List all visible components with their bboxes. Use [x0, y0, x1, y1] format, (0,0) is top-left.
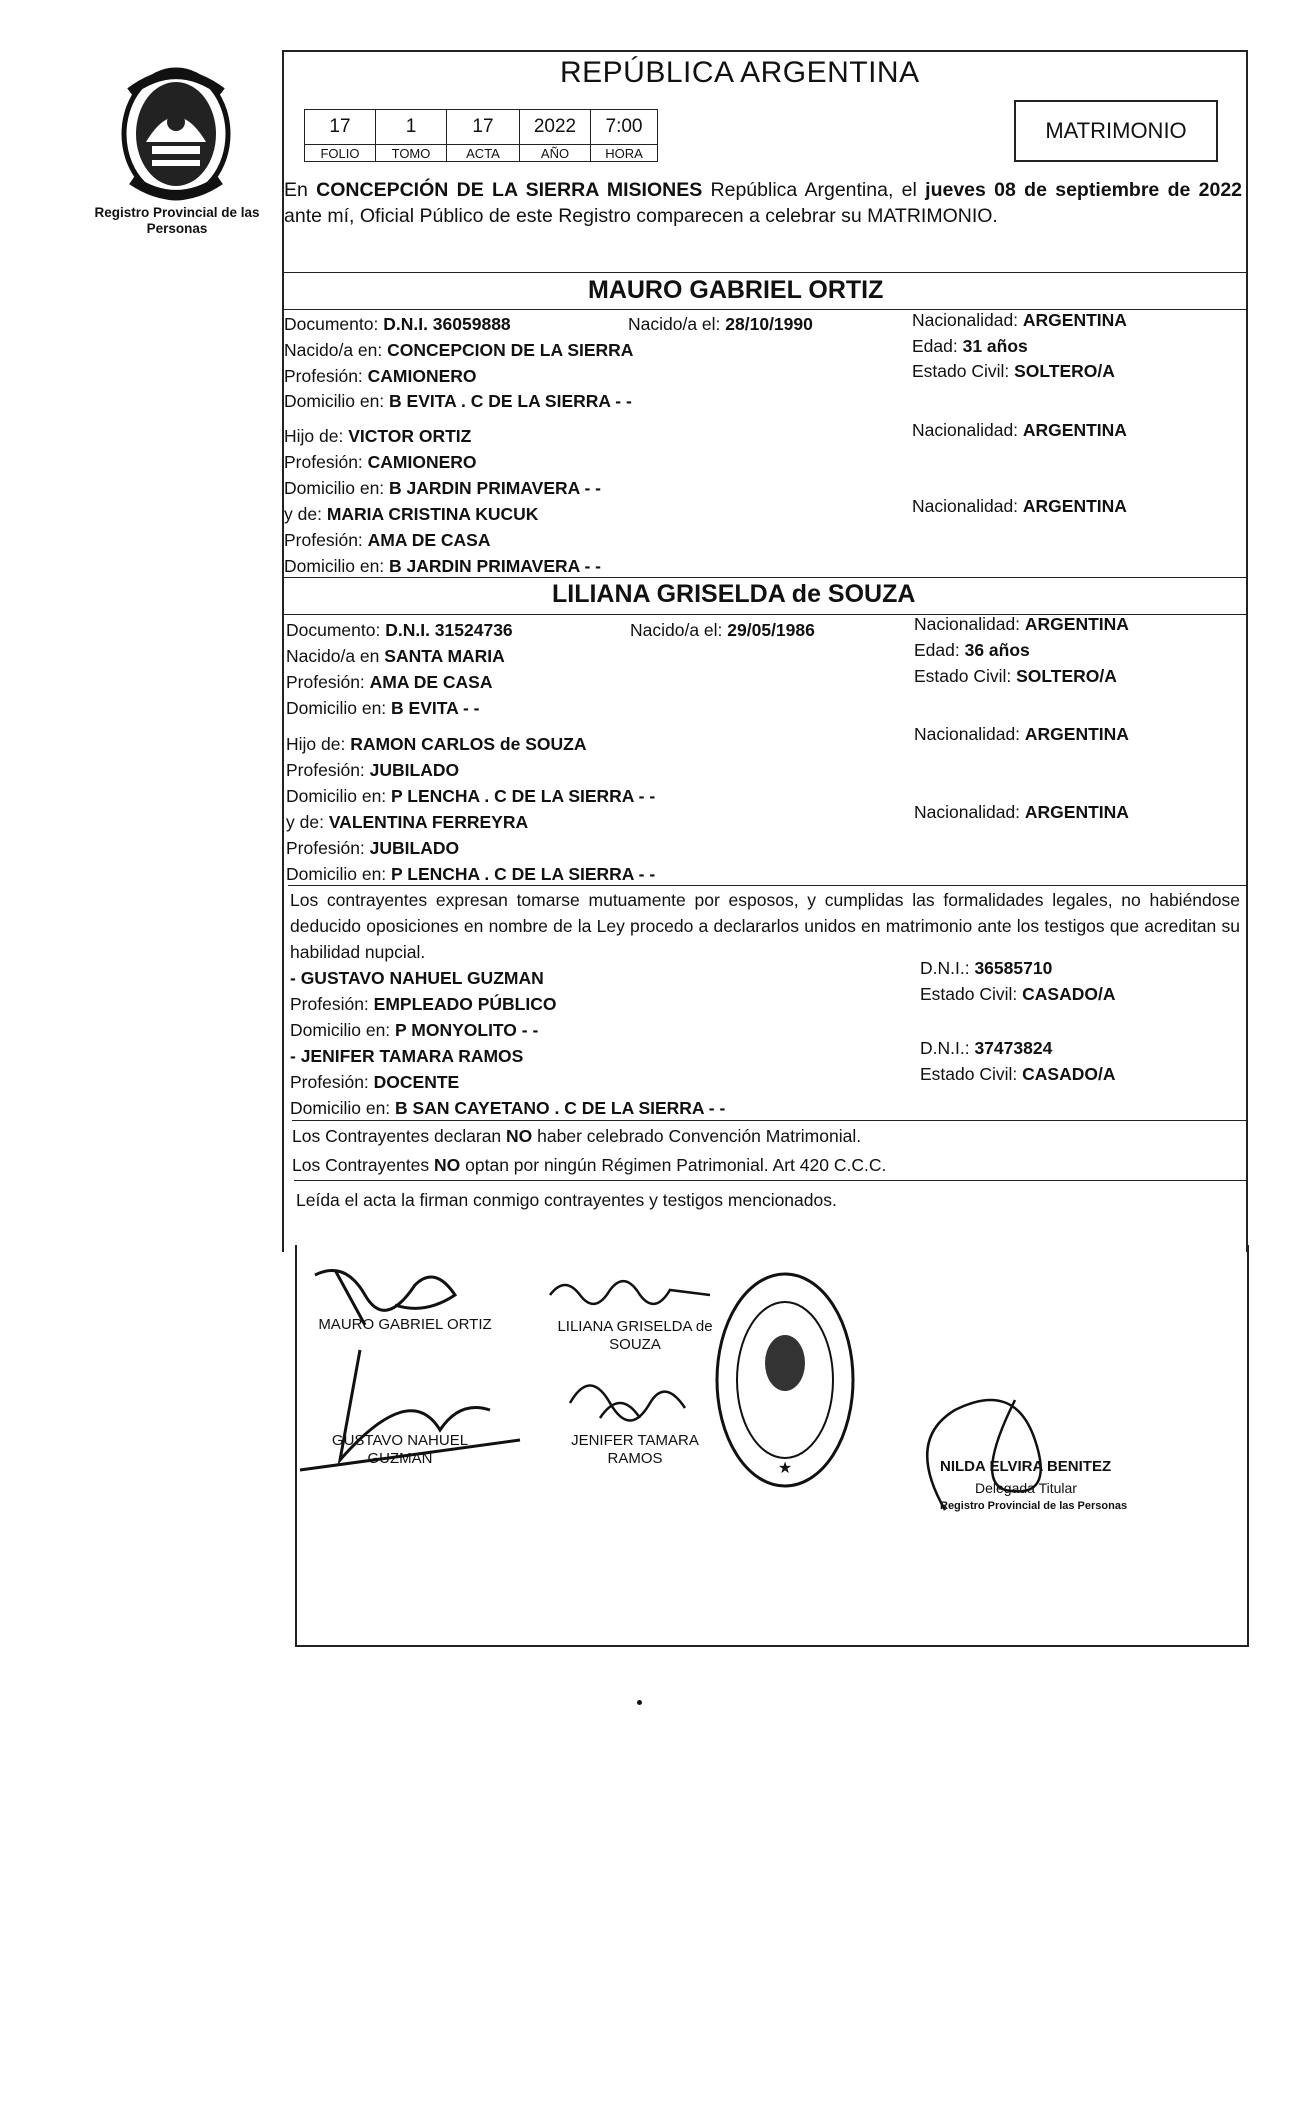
divider [294, 1180, 1246, 1181]
spouse1-nacido-el: Nacido/a el: 28/10/1990 [628, 314, 813, 334]
intro-date: jueves 08 de septiembre de 2022 [925, 179, 1243, 201]
witness2-signature-label: JENIFER TAMARA RAMOS [571, 1432, 699, 1467]
official-name: NILDA ELVIRA BENITEZ [940, 1458, 1112, 1475]
spouse2-domicilio: Domicilio en: B EVITA - - [286, 698, 480, 718]
spouse1-nacionalidad: Nacionalidad: ARGENTINA [912, 310, 1127, 330]
witness2-name: - JENIFER TAMARA RAMOS [290, 1046, 524, 1066]
spouse2-father-domicilio: Domicilio en: P LENCHA . C DE LA SIERRA - - [286, 786, 656, 806]
witness2-estado-civil: Estado Civil: CASADO/A [920, 1064, 1116, 1084]
act-type-box: MATRIMONIO [1014, 100, 1218, 162]
official-role: Delegada Titular [975, 1480, 1077, 1496]
witness1-domicilio: Domicilio en: P MONYOLITO - - [290, 1020, 539, 1040]
spouse2-father-nacionalidad: Nacionalidad: ARGENTINA [914, 724, 1129, 744]
spouse2-father-profesion: Profesión: JUBILADO [286, 760, 460, 780]
witness2-profesion: Profesión: DOCENTE [290, 1072, 460, 1092]
tomo-value: 1 [376, 110, 447, 145]
divider [288, 885, 1246, 886]
registry-table [304, 109, 658, 162]
registry-org-name: Registro Provincial de las Personas [94, 205, 260, 236]
intro-text-2: ante mí, Oficial Público de este Registro comparecen a celebrar su MATRIMONIO. [284, 205, 998, 227]
provincial-coat-of-arms-logo [108, 62, 244, 212]
spouse1-documento: Documento: D.N.I. 36059888 [284, 314, 511, 334]
witness1-estado-civil: Estado Civil: CASADO/A [920, 984, 1116, 1004]
divider [282, 577, 1246, 578]
witness1-profesion: Profesión: EMPLEADO PÚBLICO [290, 994, 557, 1014]
spouse1-estado-civil: Estado Civil: SOLTERO/A [912, 361, 1115, 381]
spouse2-estado-civil: Estado Civil: SOLTERO/A [914, 666, 1117, 686]
folio-label: FOLIO [305, 145, 376, 162]
spouse1-father-name: Hijo de: VICTOR ORTIZ [284, 426, 472, 446]
spouse1-nacido-en: Nacido/a en: CONCEPCION DE LA SIERRA [284, 340, 634, 360]
intro-paragraph: En CONCEPCIÓN DE LA SIERRA MISIONES República Argentina, el jueves 08 de septiembre de 2022 ante mí, Oficial Público de este Registro comparecen a celebrar su MATRIMONIO. [284, 179, 1243, 227]
closing-statement: Leída el acta la firman conmigo contrayentes y testigos mencionados. [296, 1190, 837, 1210]
official-org: Registro Provincial de las Personas [940, 1500, 1128, 1512]
divider [292, 1120, 1246, 1121]
anio-label: AÑO [520, 145, 591, 162]
spouse2-mother-domicilio: Domicilio en: P LENCHA . C DE LA SIERRA - - [286, 864, 656, 884]
spouse2-documento: Documento: D.N.I. 31524736 [286, 620, 513, 640]
declaration-paragraph: Los contrayentes expresan tomarse mutuamente por esposos, y cumplidas las formalidades legales, no habiéndose deducido oposiciones en nombre de la Ley procedo a declararlos unidos en matrimonio ante los testigos que acreditan su habilidad nupcial. [290, 890, 1240, 962]
spouse1-mother-nacionalidad: Nacionalidad: ARGENTINA [912, 496, 1127, 516]
spouse1-mother-profesion: Profesión: AMA DE CASA [284, 530, 491, 550]
folio-value: 17 [305, 110, 376, 145]
spouse2-mother-profesion: Profesión: JUBILADO [286, 838, 460, 858]
witness1-signature-label: GUSTAVO NAHUEL GUZMAN [331, 1432, 469, 1467]
witness1-name: - GUSTAVO NAHUEL GUZMAN [290, 968, 544, 988]
witness2-domicilio: Domicilio en: B SAN CAYETANO . C DE LA SIERRA - - [290, 1098, 726, 1118]
spouse1-domicilio: Domicilio en: B EVITA . C DE LA SIERRA - - [284, 391, 632, 411]
spouse2-mother-name: y de: VALENTINA FERREYRA [286, 812, 529, 832]
convention-line-2: Los Contrayentes NO optan por ningún Régimen Patrimonial. Art 420 C.C.C. [292, 1155, 887, 1175]
spouse2-signature [540, 1265, 720, 1325]
registry-seal [710, 1268, 860, 1493]
spouse2-nacionalidad: Nacionalidad: ARGENTINA [914, 614, 1129, 634]
spouse1-mother-domicilio: Domicilio en: B JARDIN PRIMAVERA - - [284, 556, 601, 576]
convention-line-1: Los Contrayentes declaran NO haber celebrado Convención Matrimonial. [292, 1126, 862, 1146]
witness2-dni: D.N.I.: 37473824 [920, 1038, 1053, 1058]
spouse1-father-profesion: Profesión: CAMIONERO [284, 452, 477, 472]
spouse2-signature-label: LILIANA GRISELDA de SOUZA [557, 1318, 713, 1353]
spouse1-mother-name: y de: MARIA CRISTINA KUCUK [284, 504, 539, 524]
intro-text-1: República Argentina, el [702, 179, 926, 201]
divider [282, 272, 1246, 273]
anio-value: 2022 [520, 110, 591, 145]
spouse2-nacido-en: Nacido/a en SANTA MARIA [286, 646, 505, 666]
tomo-label: TOMO [376, 145, 447, 162]
document-title: REPÚBLICA ARGENTINA [560, 56, 920, 89]
svg-text:★: ★ [777, 1460, 793, 1477]
witness2-signature [560, 1368, 690, 1438]
spouse2-name: LILIANA GRISELDA de SOUZA [552, 580, 916, 608]
spouse1-profesion: Profesión: CAMIONERO [284, 366, 477, 386]
hora-label: HORA [591, 145, 658, 162]
acta-label: ACTA [447, 145, 520, 162]
spouse1-name: MAURO GABRIEL ORTIZ [588, 276, 884, 304]
scan-speck [637, 1700, 642, 1705]
spouse2-mother-nacionalidad: Nacionalidad: ARGENTINA [914, 802, 1129, 822]
spouse2-nacido-el: Nacido/a el: 29/05/1986 [630, 620, 815, 640]
hora-value: 7:00 [591, 110, 658, 145]
spouse1-father-domicilio: Domicilio en: B JARDIN PRIMAVERA - - [284, 478, 601, 498]
witness1-dni: D.N.I.: 36585710 [920, 958, 1053, 978]
spouse2-father-name: Hijo de: RAMON CARLOS de SOUZA [286, 734, 587, 754]
acta-value: 17 [447, 110, 520, 145]
spouse1-father-nacionalidad: Nacionalidad: ARGENTINA [912, 420, 1127, 440]
spouse1-signature-label: MAURO GABRIEL ORTIZ [318, 1316, 492, 1333]
spouse2-profesion: Profesión: AMA DE CASA [286, 672, 493, 692]
spouse2-edad: Edad: 36 años [914, 640, 1030, 660]
intro-place: CONCEPCIÓN DE LA SIERRA MISIONES [316, 179, 703, 201]
spouse1-edad: Edad: 31 años [912, 336, 1028, 356]
